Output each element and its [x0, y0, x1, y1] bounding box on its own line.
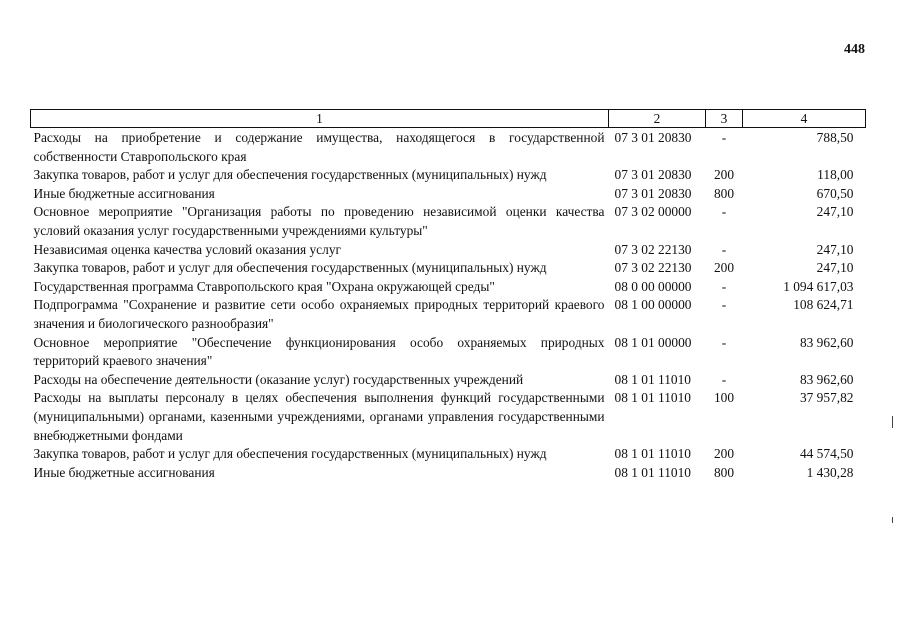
- row-group: -: [721, 241, 727, 257]
- row-name: Независимая оценка качества условий оказания услуг: [33, 241, 342, 257]
- table-row: [31, 389, 866, 445]
- row-name: Расходы на выплаты персоналу в целях обеспечения выполнения функций государственными (муниципальными) органами, казенными учреждениями, органами управления государственными внебюджетными фондами: [33, 390, 605, 443]
- table-row: [31, 259, 866, 278]
- row-code: 07 3 01 20830: [614, 130, 692, 145]
- header-col-amount: 4: [743, 110, 866, 128]
- row-group: 800: [713, 185, 735, 201]
- row-code: 07 3 01 20830: [614, 185, 692, 201]
- row-amount: 247,10: [816, 204, 854, 220]
- table-row: [31, 241, 866, 260]
- row-name: Расходы на обеспечение деятельности (оказание услуг) государственных учреждений: [33, 371, 524, 387]
- row-name: Закупка товаров, работ и услуг для обеспечения государственных (муниципальных) нужд: [33, 167, 547, 183]
- table-row: [31, 296, 866, 333]
- row-code: 08 1 01 00000: [614, 334, 692, 350]
- table-row: [31, 464, 866, 483]
- row-name: Иные бюджетные ассигнования: [33, 464, 215, 480]
- row-name: Основное мероприятие "Организация работы по проведению независимой оценки качества условий оказания услуг государственными учреждениями культуры": [33, 204, 605, 238]
- row-name: Иные бюджетные ассигнования: [33, 185, 215, 201]
- row-amount: 44 574,50: [799, 446, 854, 462]
- row-group: -: [721, 371, 727, 387]
- table-row: [31, 445, 866, 464]
- table-row: [31, 203, 866, 240]
- row-group: 200: [713, 446, 735, 462]
- row-amount: 83 962,60: [799, 371, 854, 387]
- scan-margin-mark: [892, 517, 894, 523]
- table-row: [31, 334, 866, 371]
- row-amount: 1 094 617,03: [783, 278, 854, 294]
- page-number: 448: [844, 42, 865, 57]
- row-code: 07 3 01 20830: [614, 167, 692, 183]
- row-group: -: [721, 130, 727, 145]
- row-code: 07 3 02 00000: [614, 204, 692, 220]
- row-name: Закупка товаров, работ и услуг для обеспечения государственных (муниципальных) нужд: [33, 446, 547, 462]
- row-amount: 247,10: [816, 260, 854, 276]
- row-amount: 108 624,71: [793, 297, 854, 313]
- table-row: [31, 185, 866, 204]
- row-code: 07 3 02 22130: [614, 241, 692, 257]
- row-code: 08 1 01 11010: [614, 371, 691, 387]
- row-group: 200: [713, 260, 735, 276]
- row-code: 08 1 01 11010: [614, 464, 691, 480]
- row-group: 800: [713, 464, 735, 480]
- row-amount: 83 962,60: [799, 334, 854, 350]
- row-code: 07 3 02 22130: [614, 260, 692, 276]
- row-amount: 37 957,82: [799, 390, 854, 406]
- table-row: [31, 371, 866, 390]
- row-group: -: [721, 297, 727, 313]
- scan-margin-mark: [892, 416, 894, 428]
- header-row: [31, 110, 866, 128]
- table-row: [31, 128, 866, 167]
- row-name: Закупка товаров, работ и услуг для обеспечения государственных (муниципальных) нужд: [33, 260, 547, 276]
- table-row: [31, 166, 866, 185]
- row-group: -: [721, 204, 727, 220]
- row-code: 08 1 00 00000: [614, 297, 692, 313]
- budget-table: [30, 109, 866, 482]
- row-group: 100: [713, 390, 735, 406]
- row-amount: 247,10: [816, 241, 854, 257]
- row-code: 08 1 01 11010: [614, 446, 691, 462]
- row-code: 08 1 01 11010: [614, 390, 691, 406]
- row-amount: 118,00: [817, 167, 854, 183]
- row-group: -: [721, 334, 727, 350]
- header-col-group: 3: [706, 110, 743, 128]
- row-group: 200: [713, 167, 735, 183]
- row-name: Государственная программа Ставропольского края "Охрана окружающей среды": [33, 278, 495, 294]
- row-name: Подпрограмма "Сохранение и развитие сети особо охраняемых природных территорий краевого значения и биологического разнообразия": [33, 297, 605, 331]
- row-group: -: [721, 278, 727, 294]
- header-col-code: 2: [609, 110, 706, 128]
- header-col-name: 1: [31, 110, 609, 128]
- row-name: Основное мероприятие "Обеспечение функционирования особо охраняемых природных территорий краевого значения": [33, 334, 605, 369]
- row-amount: 788,50: [816, 130, 854, 145]
- table-header: [31, 110, 866, 128]
- table-row: [31, 278, 866, 297]
- row-name: Расходы на приобретение и содержание имущества, находящегося в государственной собственности Ставропольского края: [33, 130, 605, 164]
- row-amount: 1 430,28: [806, 464, 854, 480]
- row-amount: 670,50: [816, 185, 854, 201]
- table-body: [31, 128, 866, 483]
- row-code: 08 0 00 00000: [614, 278, 692, 294]
